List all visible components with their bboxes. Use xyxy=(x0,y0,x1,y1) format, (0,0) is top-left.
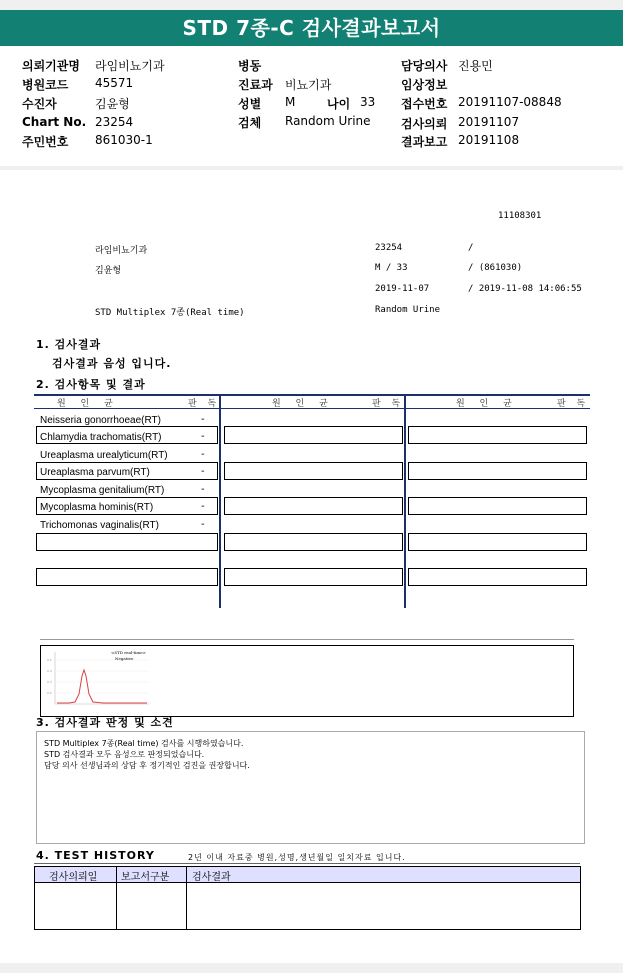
comment-line: STD 검사결과 모두 음성으로 판정되었습니다. xyxy=(44,750,205,759)
graph-top-rule xyxy=(40,639,574,640)
col-organism-1: 원 인 균 xyxy=(57,399,119,409)
pcr-curve-chart xyxy=(43,648,153,714)
svg-text:0.4: 0.4 xyxy=(47,669,52,673)
header-info xyxy=(0,46,623,166)
organism-result: - xyxy=(201,414,205,425)
organism-name: Mycoplasma genitalium(RT) xyxy=(40,485,165,496)
cell-box xyxy=(408,497,587,515)
col-result-2: 판 독 xyxy=(372,399,405,409)
history-table xyxy=(34,866,581,930)
organism-result: - xyxy=(201,449,205,460)
paper-clinic: 라임비뇨기과 xyxy=(95,246,148,256)
organism-name: Mycoplasma hominis(RT) xyxy=(40,502,154,513)
col-result-1: 판 독 xyxy=(188,399,221,409)
cell-box xyxy=(408,426,587,444)
comment-box xyxy=(36,731,585,844)
label-patient: 수진자 xyxy=(22,97,57,111)
label-request-date: 검사의뢰 xyxy=(401,117,448,131)
history-col-result: 검사결과 xyxy=(192,872,231,883)
report-code: 11108301 xyxy=(498,211,542,221)
history-rule xyxy=(34,863,580,864)
value-patient: 김윤형 xyxy=(95,97,130,111)
history-col-report-type: 보고서구분 xyxy=(121,872,170,883)
value-department: 비뇨기과 xyxy=(285,78,332,92)
value-receipt-no: 20191107-08848 xyxy=(458,95,562,109)
label-clinic: 의뢰기관명 xyxy=(22,59,80,73)
comment-line: STD Multiplex 7종(Real time) 검사를 시행하였습니다. xyxy=(44,739,244,748)
value-chart-no: 23254 xyxy=(95,115,134,129)
paper-sex-age: M / 33 xyxy=(375,263,408,273)
organism-name: Ureaplasma urealyticum(RT) xyxy=(40,450,168,461)
section2-title: 2. 검사항목 및 결과 xyxy=(36,378,146,391)
svg-text:0.5: 0.5 xyxy=(47,658,52,662)
organism-result: - xyxy=(201,431,205,442)
cell-box xyxy=(224,497,403,515)
paper-specimen: Random Urine xyxy=(375,305,441,315)
graph-subtitle: Negative xyxy=(115,656,134,661)
paper-slash: / xyxy=(468,243,474,253)
history-col-request-date: 검사의뢰일 xyxy=(49,872,98,883)
cell-box xyxy=(224,462,403,480)
history-col-divider xyxy=(116,867,117,929)
organism-result: - xyxy=(201,466,205,477)
organism-result: - xyxy=(201,484,205,495)
organism-name: Chlamydia trachomatis(RT) xyxy=(40,432,162,443)
paper-patient: 김윤형 xyxy=(95,266,122,276)
value-resident-no: 861030-1 xyxy=(95,133,153,147)
paper-date-request: 2019-11-07 xyxy=(375,284,430,294)
value-sex: M xyxy=(285,95,296,109)
svg-text:0.3: 0.3 xyxy=(47,680,52,684)
cell-box xyxy=(224,426,403,444)
paper-test-name: STD Multiplex 7종(Real time) xyxy=(95,308,245,318)
section1-title: 1. 검사결과 xyxy=(36,338,102,351)
paper-chart: 23254 xyxy=(375,243,403,253)
table-divider-1 xyxy=(219,394,221,608)
organism-name: Neisseria gonorrhoeae(RT) xyxy=(40,415,161,426)
svg-text:0.2: 0.2 xyxy=(47,691,52,695)
value-report-date: 20191108 xyxy=(458,133,520,147)
label-specimen: 검체 xyxy=(238,116,262,130)
report-paper xyxy=(0,170,623,963)
label-department: 진료과 xyxy=(238,78,273,92)
paper-birth: / (861030) xyxy=(468,263,523,273)
organism-name: Trichomonas vaginalis(RT) xyxy=(40,520,159,531)
label-resident-no: 주민번호 xyxy=(22,135,69,149)
label-doctor: 담당의사 xyxy=(401,59,448,73)
col-organism-3: 원 인 균 xyxy=(456,399,518,409)
value-specimen: Random Urine xyxy=(285,114,371,128)
label-report-date: 결과보고 xyxy=(401,135,448,149)
history-note: 2년 이내 자료중 병원,성명,생년월일 일치자료 입니다. xyxy=(188,853,406,862)
table-divider-2 xyxy=(404,394,406,608)
label-ward: 병동 xyxy=(238,59,262,73)
label-clinical-info: 임상정보 xyxy=(401,78,448,92)
value-age: 33 xyxy=(360,95,376,109)
cell-box xyxy=(408,533,587,551)
cell-box xyxy=(36,568,218,586)
value-doctor: 진용민 xyxy=(458,59,493,73)
cell-box xyxy=(408,462,587,480)
label-age: 나이 xyxy=(327,97,351,111)
col-result-3: 판 독 xyxy=(557,399,590,409)
history-col-divider xyxy=(186,867,187,929)
col-organism-2: 원 인 균 xyxy=(272,399,334,409)
organism-result: - xyxy=(201,501,205,512)
section1-text: 검사결과 음성 입니다. xyxy=(52,357,172,370)
section3-title: 3. 검사결과 판정 및 소견 xyxy=(36,716,174,729)
cell-box xyxy=(408,568,587,586)
label-hospital-code: 병원코드 xyxy=(22,78,69,92)
label-sex: 성별 xyxy=(238,97,262,111)
value-clinic: 라임비뇨기과 xyxy=(95,59,165,73)
value-request-date: 20191107 xyxy=(458,115,520,129)
report-title: STD 7종-C 검사결과보고서 xyxy=(0,10,623,46)
comment-line: 담당 의사 선생님과의 상담 후 정기적인 검진을 권장합니다. xyxy=(44,761,250,770)
organism-name: Ureaplasma parvum(RT) xyxy=(40,467,150,478)
pcr-curve xyxy=(57,670,147,703)
section4-title: 4. TEST HISTORY xyxy=(36,849,155,862)
paper-date-report: / 2019-11-08 14:06:55 xyxy=(468,284,582,294)
organism-result: - xyxy=(201,519,205,530)
pcr-graph xyxy=(40,645,574,717)
cell-box xyxy=(36,533,218,551)
graph-title: <STD real-time> xyxy=(111,650,146,655)
cell-box xyxy=(224,533,403,551)
label-chart-no: Chart No. xyxy=(22,115,87,129)
value-hospital-code: 45571 xyxy=(95,76,134,90)
cell-box xyxy=(224,568,403,586)
label-receipt-no: 접수번호 xyxy=(401,97,448,111)
